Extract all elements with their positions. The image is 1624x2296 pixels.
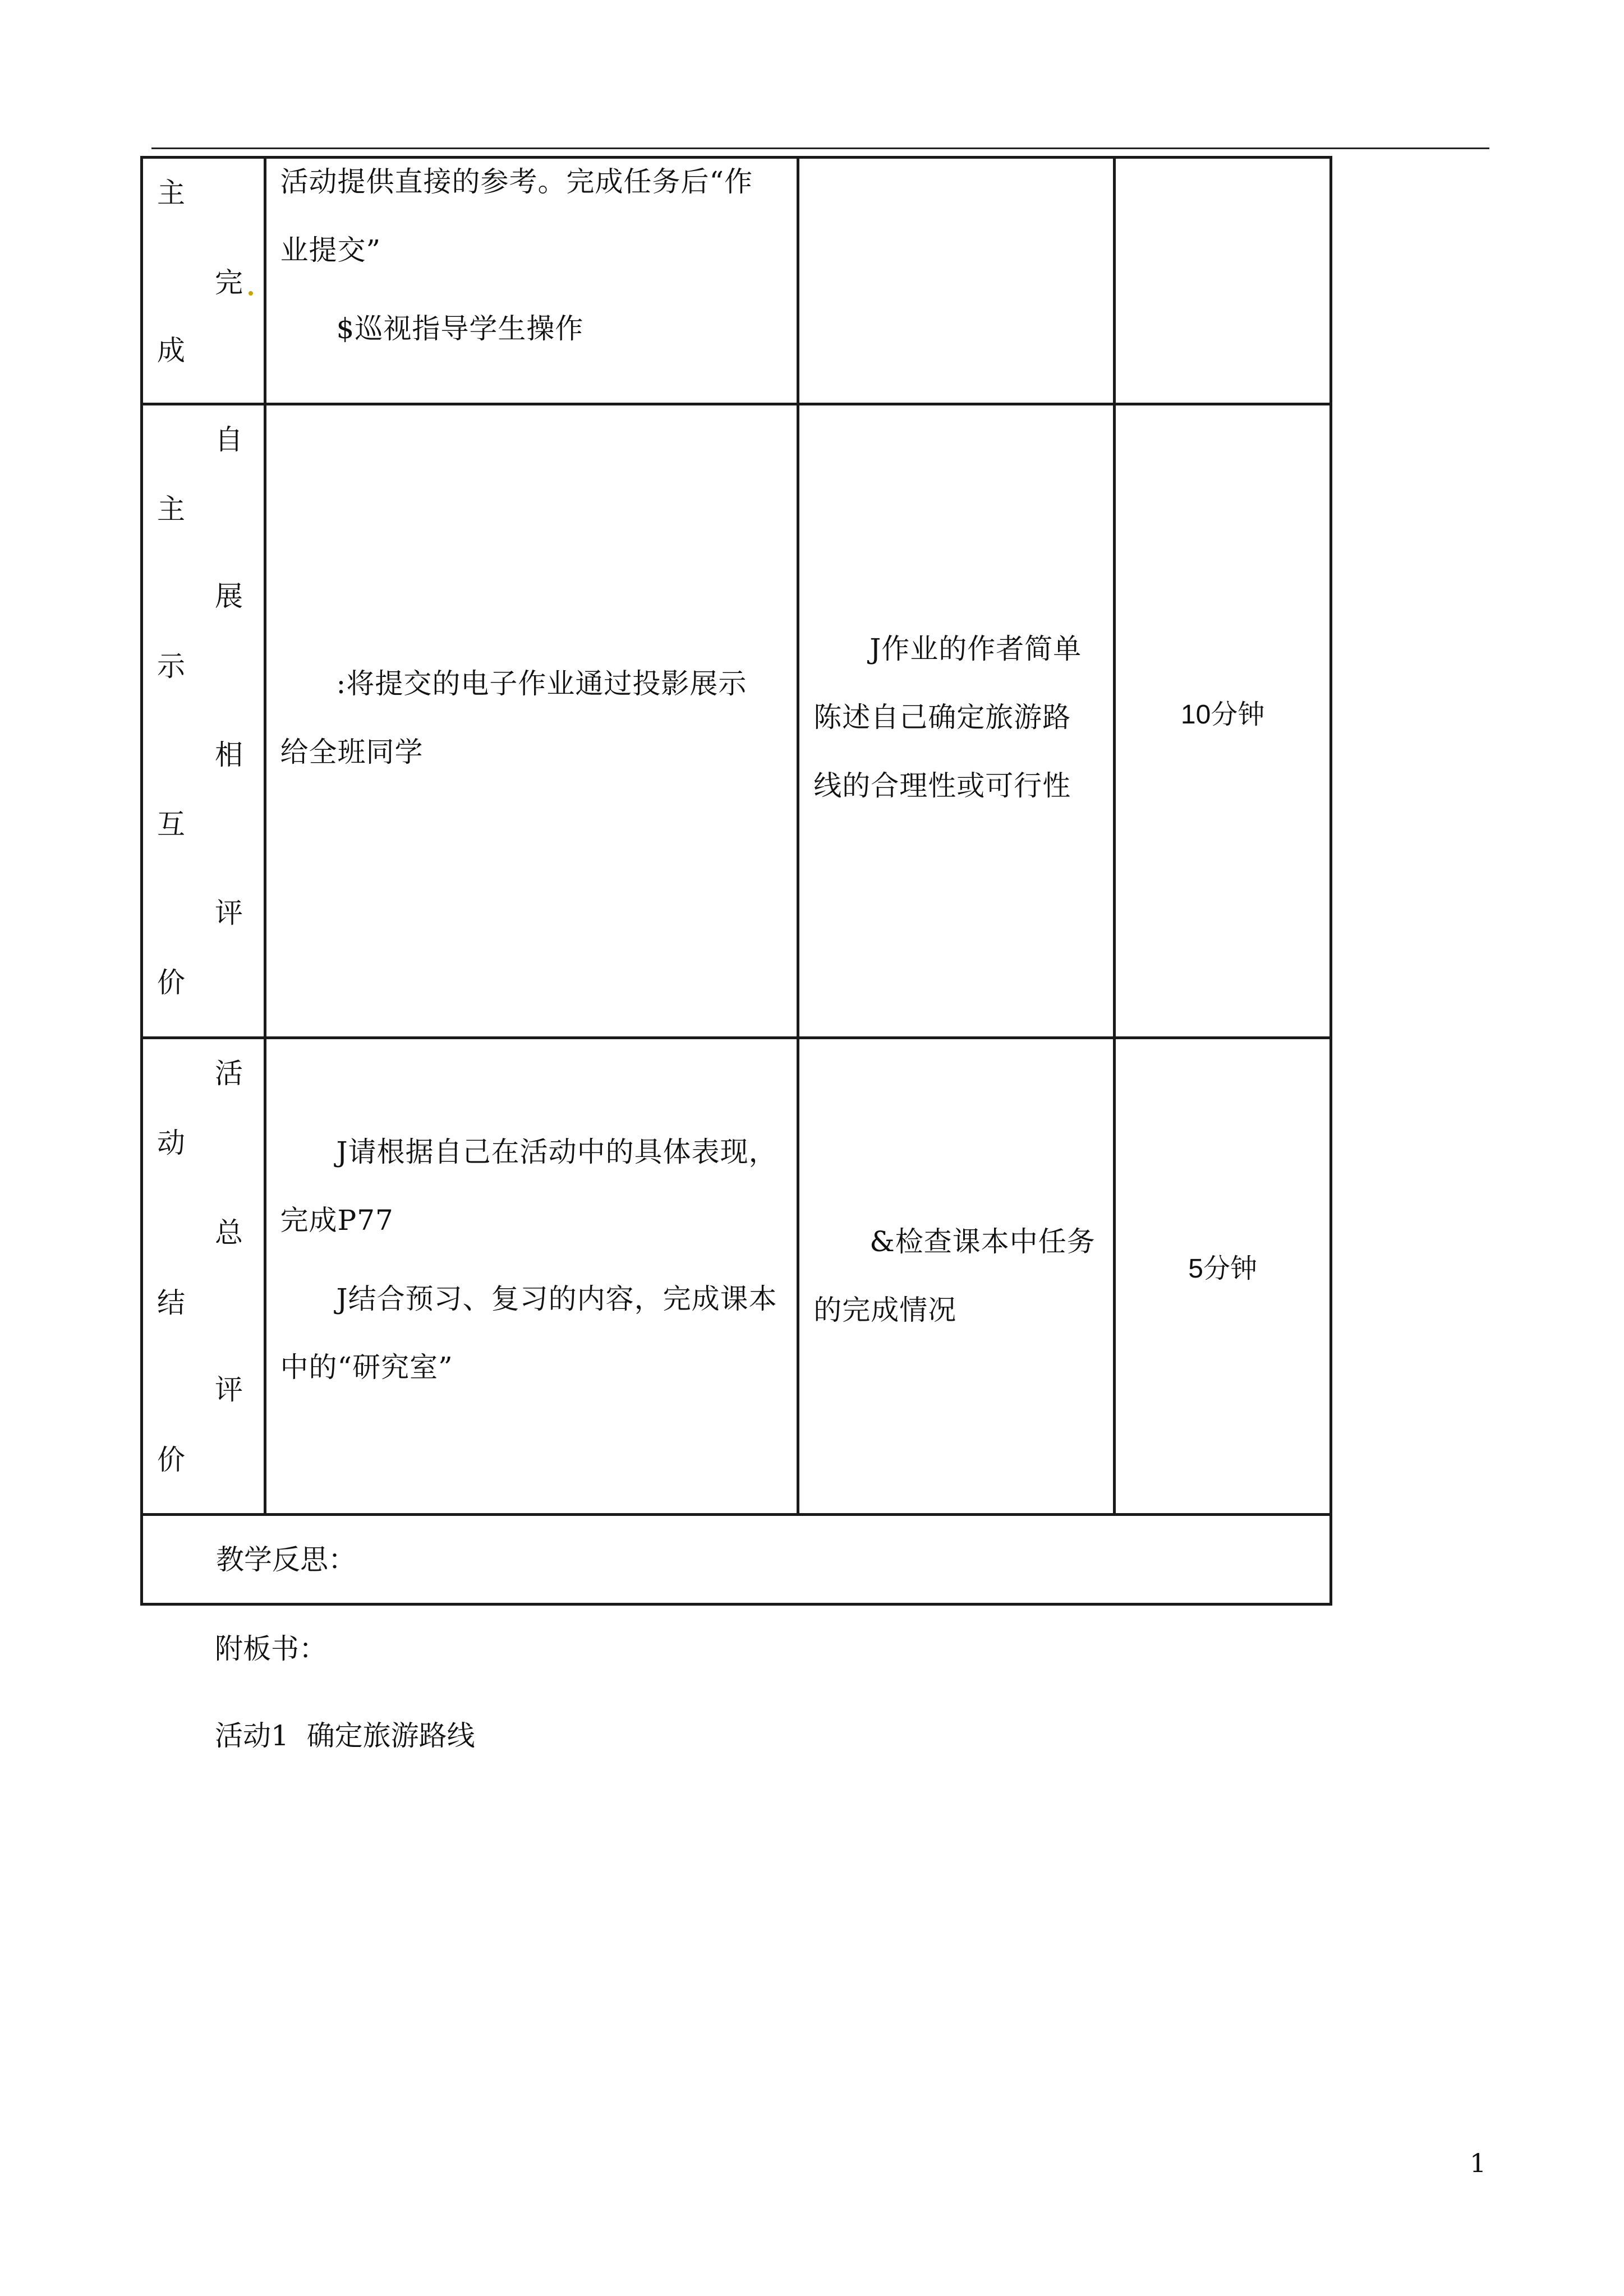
stage-char: 评 (215, 1373, 243, 1406)
table-row-summary (142, 1038, 1331, 1515)
reflection-label: 教学反思： (216, 1543, 356, 1576)
board-title: 附板书： (215, 1633, 327, 1665)
student-text-line: 线的合理性或可行性 (813, 769, 1071, 802)
teacher-text-line: J请根据自己在活动中的具体表现， (336, 1136, 778, 1168)
student-text-line: &检查课本中任务 (869, 1225, 1096, 1258)
stage-char: 活 (215, 1057, 243, 1090)
time-value: 5分钟 (1188, 1254, 1257, 1284)
teacher-text-line: 中的“研究室” (280, 1351, 453, 1384)
stage-char: 总 (215, 1216, 243, 1249)
stage-char: 相 (215, 739, 243, 771)
table-row-reflection (142, 1515, 1331, 1605)
stage-char: 价 (157, 966, 185, 999)
stage-char: 成 (157, 334, 185, 367)
stage-label-summary (142, 1038, 265, 1515)
stage-char: 主 (157, 177, 185, 209)
stage-char: 动 (157, 1127, 185, 1159)
stage-char: 结 (157, 1287, 185, 1319)
stage-label-presentation (142, 404, 265, 1038)
table-row-completion (142, 158, 1331, 404)
student-text-line: J作业的作者简单 (869, 633, 1082, 665)
lesson-plan-table (140, 156, 1332, 1606)
time-value: 10分钟 (1180, 700, 1265, 730)
teacher-text-line: 业提交” (280, 234, 381, 266)
teacher-text-line: 活动提供直接的参考。完成任务后“作 (280, 165, 753, 198)
stage-char: 主 (157, 493, 185, 525)
teacher-text-line: :将提交的电子作业通过投影展示 (336, 667, 747, 700)
student-activity-cell (798, 404, 1115, 1038)
teacher-text-line: 完成P77 (280, 1204, 394, 1237)
marker-dot (249, 291, 253, 296)
student-text-line: 陈述自己确定旅游路 (813, 701, 1071, 734)
time-cell (1115, 404, 1331, 1038)
stage-char: 示 (157, 650, 185, 683)
teacher-text-line: 给全班同学 (280, 736, 424, 768)
time-cell (1115, 1038, 1331, 1515)
stage-char: 自 (215, 423, 243, 456)
teacher-activity-cell (265, 1038, 798, 1515)
teacher-text-line: J结合预习、复习的内容，完成课本 (336, 1283, 778, 1315)
activity-title: 活动1 确定旅游路线 (215, 1719, 475, 1752)
stage-char: 评 (215, 897, 243, 929)
stage-char: 互 (157, 808, 185, 841)
teacher-note: $巡视指导学生操作 (336, 312, 584, 345)
stage-label-completion (142, 158, 265, 404)
stage-char: 展 (215, 580, 243, 612)
student-activity-cell (798, 158, 1115, 404)
time-cell (1115, 158, 1331, 404)
stage-char: 完 (215, 266, 243, 299)
student-activity-cell (798, 1038, 1115, 1515)
student-text-line: 的完成情况 (813, 1294, 957, 1326)
teacher-activity-cell (265, 158, 798, 404)
reflection-cell (142, 1515, 1331, 1605)
page-number: 1 (1470, 2148, 1487, 2178)
table-row-presentation (142, 404, 1331, 1038)
stage-char: 价 (157, 1444, 185, 1476)
teacher-activity-cell (265, 404, 798, 1038)
